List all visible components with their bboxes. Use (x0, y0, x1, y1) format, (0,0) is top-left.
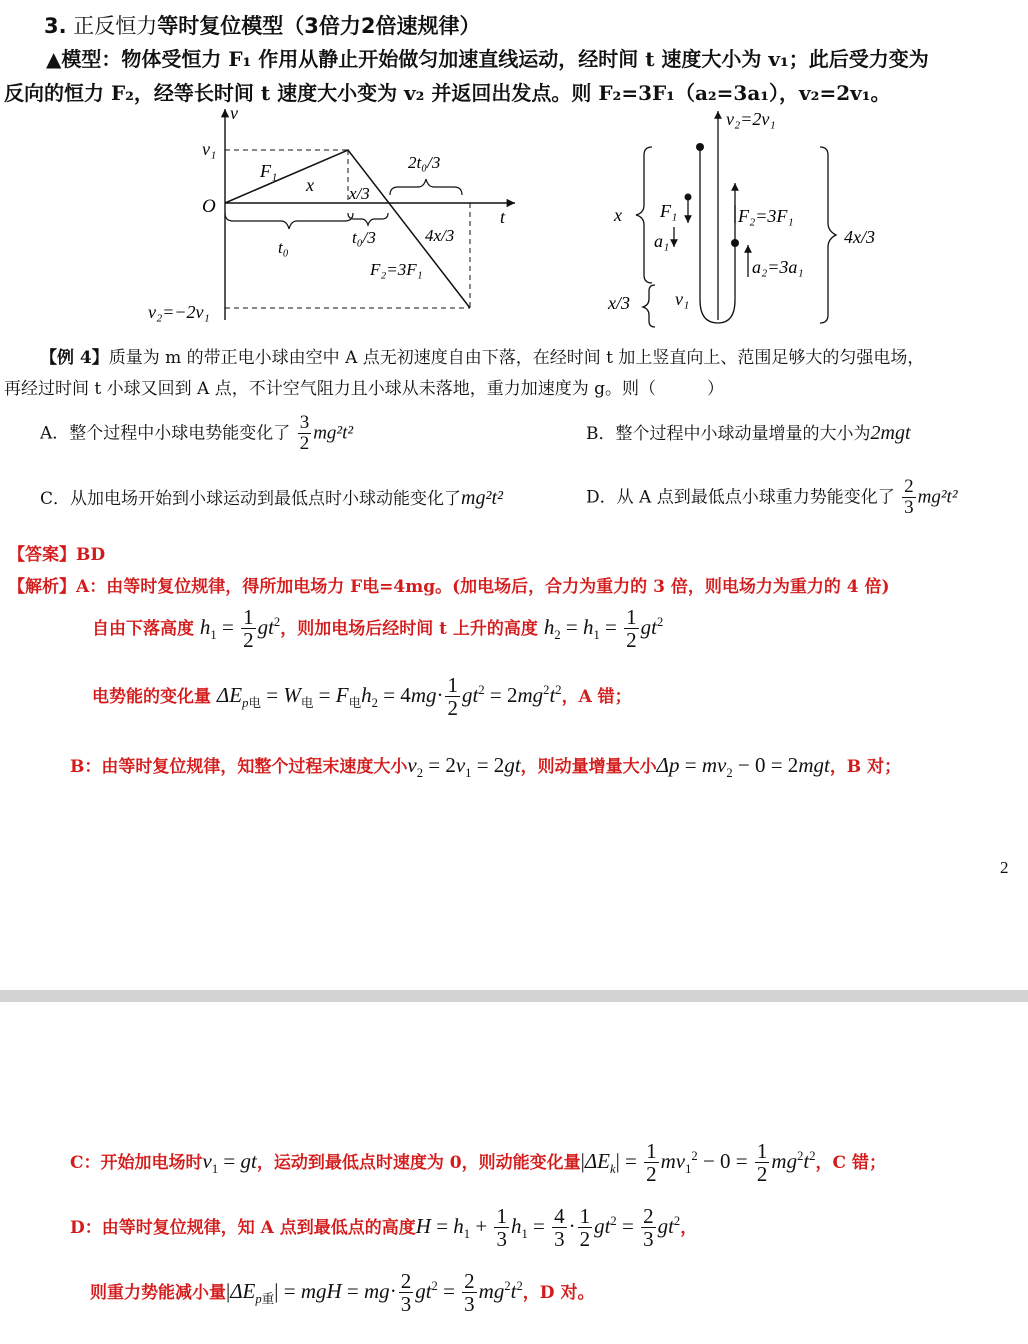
option-d-expr: mg²t² (917, 486, 958, 508)
label-x: x (306, 175, 314, 195)
section-number: 3. (44, 14, 67, 38)
model-line-2: 反向的恒力 F₂，经等长时间 t 速度大小变为 v₂ 并返回出发点。则 F₂=3F₁（a₂=3a₁），v₂=2v₁。 (4, 81, 891, 105)
label-F2: F₂=3F₁ (370, 260, 423, 279)
label-t0-3: t₀/3 (352, 228, 376, 247)
path-label-F1: F₁ (660, 201, 678, 221)
analysis-a-1: A：由等时复位规律，得所加电场力 F电=4mg。(加电场后，合力为重力的 3 倍，则电场力为重力的 4 倍) (76, 577, 890, 597)
analysis-a-3-pre: 电势能的变化量 (92, 686, 211, 707)
option-c-expr: mg²t² (461, 487, 504, 509)
label-F1: F₁ (260, 161, 278, 181)
label-2t0-3: 2t₀/3 (408, 153, 441, 172)
option-a-text: A．整个过程中小球电势能变化了 (40, 423, 291, 444)
analysis-a-line-2: 自由下落高度 $h_1$ = $\frac{1}{2}$ $gt^2$，则加电场后经时间 t 上升的高度 $h_2 = h_1$ = $\frac{1}{2}$ $gt^2$ (92, 605, 664, 653)
label-v1: v₁ (202, 139, 217, 159)
analysis-b-post: ，B 对； (829, 757, 902, 777)
model-line-1: ▲模型：物体受恒力 F₁ 作用从静止开始做匀加速直线运动，经时间 t 速度大小为 v₁；此后受力变为 (46, 47, 929, 71)
analysis-label: 【解析】 (8, 577, 76, 597)
analysis-b-pre: B：由等时复位规律，知整个过程末速度大小 (70, 757, 408, 777)
analysis-b: B：由等时复位规律，知整个过程末速度大小$v_2 = 2v_1 = 2gt$，则动量增量大小$\Delta p = mv_2 - 0 = 2mgt$，B 对； (70, 753, 902, 781)
option-b-expr: 2mgt (870, 422, 911, 444)
option-a-num: 3 (299, 412, 310, 433)
path-graph (600, 105, 910, 330)
label-t0: t₀ (278, 238, 289, 257)
option-a-expr: mg²t² (313, 422, 354, 444)
example-line-2: 再经过时间 t 小球又回到 A 点，不计空气阻力且小球从未落地，重力加速度为 g。则（ ） (4, 379, 725, 399)
analysis-d-line-1: D：由等时复位规律，知 A 点到最低点的高度$H = h_1$ + $\frac{1}{3}$ $h_1$ = $\frac{4}{3}$ · $\frac{1}{2}$ $gt^2$ = $\frac{2}{3}$ $gt^2$， (70, 1204, 698, 1252)
label-t: t (500, 207, 506, 227)
label-v2: v₂=−2v₁ (148, 302, 210, 322)
path-label-x3: x/3 (608, 293, 630, 313)
path-label-a1: a₁ (654, 231, 670, 251)
example-line-1 (40, 343, 924, 368)
option-d (586, 477, 958, 519)
page-divider (0, 990, 1028, 1002)
answer: 【答案】BD (8, 545, 106, 565)
label-4x3: 4x/3 (425, 226, 455, 245)
analysis-d-pre: D：由等时复位规律，知 A 点到最低点的高度 (70, 1217, 416, 1238)
analysis-c-mid: ，运动到最低点时速度为 0，则动能变化量 (256, 1152, 581, 1173)
analysis-d2-pre: 则重力势能减小量 (90, 1282, 226, 1303)
option-a (40, 413, 353, 455)
path-label-a2: a₂=3a₁ (752, 257, 804, 277)
analysis-a-3-post: ，A 错； (561, 686, 632, 707)
section-title-bold: 等时复位模型（3倍力2倍速规律） (157, 14, 481, 38)
option-a-den: 2 (299, 432, 310, 454)
analysis-c-post: ，C 错； (815, 1152, 886, 1173)
analysis-d-post: ， (680, 1217, 698, 1238)
option-d-num: 2 (904, 476, 914, 497)
analysis-c-pre: C：开始加电场时 (70, 1152, 203, 1173)
option-d-den: 3 (904, 496, 914, 518)
option-b-text: B．整个过程中小球动量增量的大小为 (586, 424, 871, 444)
analysis-a-line-3: 电势能的变化量 $\Delta E_{p电} = W_电 = F_电h_2 = 4mg\cdot$ $\frac{1}{2}$ $gt^2 = 2mg^2t^2$，A 错； (92, 673, 632, 721)
option-c (40, 484, 503, 510)
analysis-a-2-pre: 自由下落高度 (92, 618, 194, 639)
label-origin: O (202, 196, 216, 217)
path-label-4x3: 4x/3 (844, 227, 875, 247)
label-x3: x/3 (349, 184, 370, 203)
path-label-v1: v₁ (675, 289, 690, 309)
analysis-b-mid: ，则动量增量大小 (520, 757, 657, 777)
path-label-F2: F₂=3F₁ (738, 206, 794, 226)
analysis-a-2-mid: ，则加电场后经时间 t 上升的高度 (280, 618, 538, 639)
path-label-v2: v₂=2v₁ (726, 109, 776, 129)
page-number: 2 (1000, 858, 1009, 877)
option-c-text: C．从加电场开始到小球运动到最低点时小球动能变化了 (40, 489, 462, 509)
analysis-d2-post: ，D 对。 (522, 1282, 595, 1303)
analysis-c: C：开始加电场时$v_1$ = gt，运动到最低点时速度为 0，则动能变化量$|\Delta E_k|$ = $\frac{1}{2}$ $mv_1^2 - 0$ = $\frac{1}{2}$ $mg^2t^2$，C 错； (70, 1139, 886, 1187)
example-text-1: 质量为 m 的带正电小球由空中 A 点无初速度自由下落，在经时间 t 加上竖直向上、范围足够大的匀强电场， (108, 348, 925, 368)
option-b (586, 419, 911, 445)
path-label-x: x (614, 205, 622, 225)
example-tag: 【例 4】 (40, 348, 109, 368)
vt-graph (140, 105, 530, 330)
section-title-plain: 正反恒力 (73, 14, 158, 38)
analysis-a-line-1 (8, 572, 890, 597)
analysis-d-line-2: 则重力势能减小量$|\Delta E_{p重}|$ = mgH = mg· $\frac{2}{3}$ $gt^2$ = $\frac{2}{3}$ $mg^2t^2$，D 对。 (90, 1269, 595, 1317)
section-title (44, 10, 481, 40)
label-v: v (230, 105, 238, 123)
option-d-text: D．从 A 点到最低点小球重力势能变化了 (586, 487, 895, 508)
